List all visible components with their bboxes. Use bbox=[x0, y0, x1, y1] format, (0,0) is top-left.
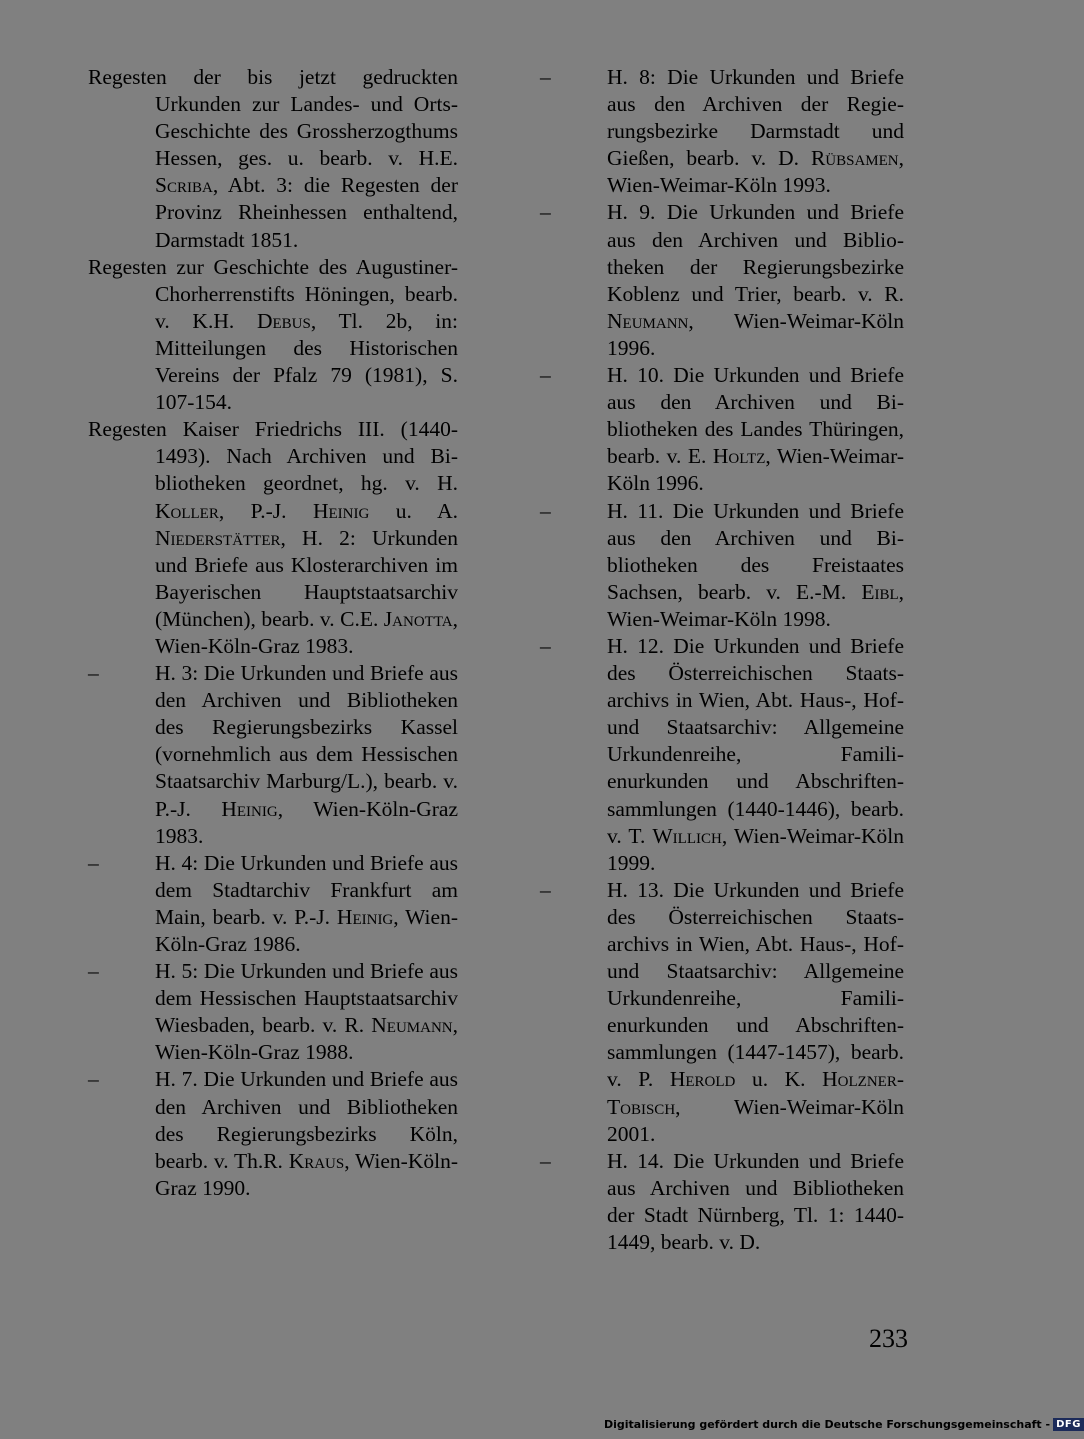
author-name: Holtz bbox=[712, 444, 766, 469]
entry-text: , Wien-Weimar-Köln 1998. bbox=[607, 579, 904, 631]
entry-text: , Abt. 3: die Regesten der Provinz Rheinhessen enthaltend, Darmstadt 1851. bbox=[155, 173, 458, 252]
bibliography-entry bbox=[540, 199, 904, 362]
entry-text: H. 3: Die Urkunden und Briefe aus den Archiven und Bibliotheken des Regierungsbezirks Kassel (vornehmlich aus dem Hessischen Staatsarchiv Marburg/L.), bearb. v. P.-J. bbox=[155, 661, 458, 821]
entry-text: H. 13. Die Urkunden und Briefe des Österreichischen Staatsarchivs in Wien, Abt. Haus-, Hof- und Staatsarchiv: Allgemeine Urkundenreihe, Familienurkunden und Abschriftensammlungen (1447-1457), bearb. v. P. bbox=[607, 877, 904, 1092]
entry-text: H. 10. Die Urkunden und Briefe aus den Archiven und Bibliotheken des Landes Thüringen, bearb. v. E. bbox=[607, 363, 904, 469]
entry-text: H. 7. Die Urkunden und Briefe aus den Archiven und Bibliotheken des Regierungsbezirks Köln, bearb. v. Th.R. bbox=[155, 1067, 458, 1173]
entry-text: , Wien-Weimar-Köln 2001. bbox=[607, 1094, 904, 1146]
left-column bbox=[88, 64, 458, 1202]
entry-dash: – bbox=[540, 363, 551, 388]
entry-text: , Wien-Weimar-Köln 1993. bbox=[607, 146, 904, 198]
author-name: Debus bbox=[256, 308, 311, 333]
author-name: Koller bbox=[155, 498, 219, 523]
bibliography-entry bbox=[540, 877, 904, 1148]
dfg-logo: DFG bbox=[1053, 1418, 1084, 1431]
entry-text: , Wien-Weimar-Köln 1999. bbox=[607, 823, 904, 875]
entry-text: , Wien-Köln-Graz 1983. bbox=[155, 796, 458, 848]
bibliography-entry bbox=[88, 660, 458, 850]
bibliography-entry bbox=[88, 958, 458, 1066]
author-name: Niederstätter bbox=[155, 525, 281, 550]
author-name: Herold bbox=[669, 1067, 736, 1092]
bibliography-entry bbox=[540, 1148, 904, 1256]
author-name: Janotta bbox=[383, 606, 453, 631]
entry-text: u. K. bbox=[735, 1067, 823, 1092]
entry-text: , Wien-Köln-Graz 1986. bbox=[155, 904, 458, 956]
bibliography-entry bbox=[88, 64, 458, 254]
entry-text: Regesten zur Geschichte des Augustiner-Chorherrenstifts Höningen, bearb. v. K.H. bbox=[88, 254, 458, 333]
right-column bbox=[540, 64, 904, 1256]
entry-text: H. 5: Die Urkunden und Briefe aus dem Hessischen Hauptstaatsarchiv Wiesbaden, bearb. v. R. bbox=[155, 959, 458, 1038]
entry-dash: – bbox=[88, 1067, 99, 1092]
entry-text: , Wien-Köln-Graz 1983. bbox=[155, 606, 458, 658]
author-name: Heinig bbox=[312, 498, 370, 523]
entry-dash: – bbox=[540, 498, 551, 523]
bibliography-entry bbox=[540, 64, 904, 199]
entry-text: u. A. bbox=[369, 498, 458, 523]
author-name: Heinig bbox=[221, 796, 278, 821]
entry-text: H. 8: Die Urkunden und Briefe aus den Archiven der Regierungsbezirke Darmstadt und Gießen, bearb. v. D. bbox=[607, 65, 904, 171]
entry-dash: – bbox=[540, 633, 551, 658]
entry-text: H. 14. Die Urkunden und Briefe aus Archiven und Bibliotheken der Stadt Nürnberg, Tl. 1: 1440-1449, bearb. v. D. bbox=[607, 1148, 904, 1255]
entry-dash: – bbox=[88, 850, 99, 875]
bibliography-entry bbox=[540, 362, 904, 497]
author-name: Heinig bbox=[336, 904, 394, 929]
footer-text: Digitalisierung gefördert durch die Deutsche Forschungsgemeinschaft - bbox=[604, 1418, 1051, 1431]
entry-text: , H. 2: Urkunden und Briefe aus Klosterarchiven im Bayerischen Hauptstaatsarchiv (München), bearb. v. C.E. bbox=[155, 525, 458, 631]
entry-text: H. 12. Die Urkunden und Briefe des Österreichischen Staatsarchivs in Wien, Abt. Haus-, Hof- und Staatsarchiv: Allgemeine Urkundenreihe, Familienurkunden und Abschriftensammlungen (1440-1446), bearb. v. T. bbox=[607, 633, 904, 848]
entry-text: H. 11. Die Urkunden und Briefe aus den Archiven und Bibliotheken des Freistaates Sachsen, bearb. v. E.-M. bbox=[607, 498, 904, 604]
entry-dash: – bbox=[540, 1148, 551, 1173]
entry-text: , Wien-Weimar-Köln 1996. bbox=[607, 444, 904, 496]
bibliography-entry bbox=[88, 850, 458, 958]
entry-text: Regesten Kaiser Friedrichs III. (1440-1493). Nach Archiven und Bibliotheken geordnet, hg. v. H. bbox=[88, 417, 458, 496]
entry-text: , P.-J. bbox=[218, 498, 313, 523]
entry-dash: – bbox=[88, 661, 99, 686]
bibliography-entry bbox=[540, 633, 904, 877]
page-number: 233 bbox=[869, 1324, 908, 1353]
entry-text: , Wien-Köln-Graz 1990. bbox=[155, 1148, 458, 1200]
entry-text: , Wien-Weimar-Köln 1996. bbox=[607, 308, 904, 360]
author-name: Rübsamen bbox=[810, 146, 899, 171]
entry-dash: – bbox=[540, 200, 551, 225]
bibliography-entry bbox=[540, 498, 904, 633]
entry-dash: – bbox=[540, 65, 551, 89]
bibliography-entry bbox=[88, 1066, 458, 1201]
bibliography-entry bbox=[88, 254, 458, 417]
bibliography-entry bbox=[88, 416, 458, 660]
entry-dash: – bbox=[88, 959, 99, 984]
author-name: Willich bbox=[652, 823, 722, 848]
author-name: Scriba bbox=[155, 173, 213, 198]
author-name: Neumann bbox=[607, 308, 689, 333]
entry-text: , Wien-Köln-Graz 1988. bbox=[155, 1013, 458, 1065]
entry-text: H. 9. Die Urkunden und Briefe aus den Archiven und Bibliotheken der Regierungsbezirke Koblenz und Trier, bearb. v. R. bbox=[607, 200, 904, 306]
entry-text: , Tl. 2b, in: Mitteilungen des Historischen Vereins der Pfalz 79 (1981), S. 107-154. bbox=[155, 308, 458, 415]
entry-dash: – bbox=[540, 877, 551, 902]
author-name: Neumann bbox=[371, 1013, 453, 1038]
author-name: Holzner-Tobisch bbox=[607, 1067, 904, 1119]
entry-text: Regesten der bis jetzt gedruckten Urkunden zur Landes- und Orts-Geschichte des Grossherzogthums Hessen, ges. u. bearb. v. H.E. bbox=[88, 65, 458, 171]
author-name: Kraus bbox=[288, 1148, 345, 1173]
footer bbox=[604, 1418, 1081, 1431]
entry-text: H. 4: Die Urkunden und Briefe aus dem Stadtarchiv Frankfurt am Main, bearb. v. P.-J. bbox=[155, 850, 458, 929]
author-name: Eibl bbox=[861, 579, 899, 604]
